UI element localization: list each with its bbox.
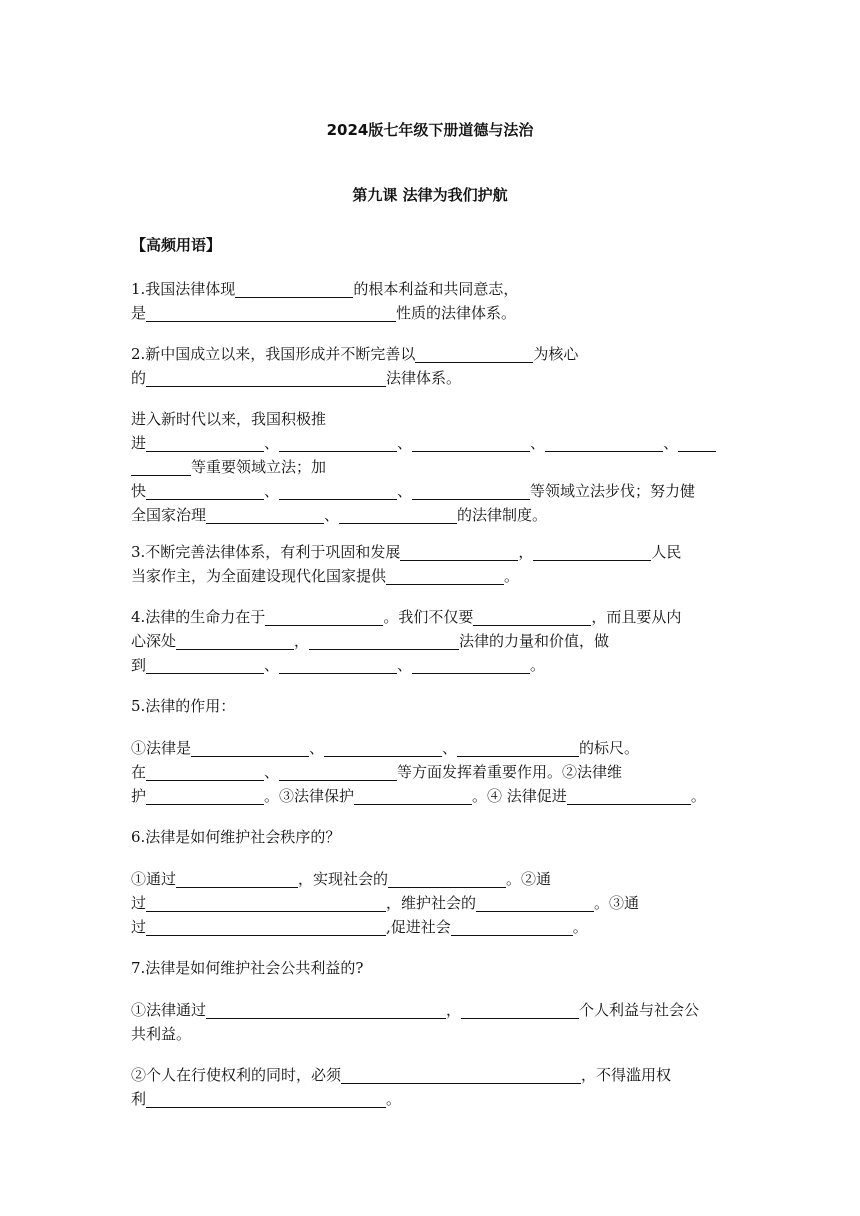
blank-field[interactable] [400,543,518,561]
social-order-answer: ①通过 ，实现社会的 。②通 过 ，维护社会的 。③通 过 ,促进社会 。 [131,870,640,936]
item-5: 5.法律的作用： [131,697,236,715]
blank-field[interactable] [191,739,309,757]
blank-field[interactable] [412,656,530,674]
blank-field[interactable] [457,739,579,757]
blank-field[interactable] [279,763,397,781]
blank-field[interactable] [324,739,442,757]
blank-field[interactable] [146,304,396,322]
blank-field[interactable] [461,1001,579,1019]
blank-field[interactable] [279,656,397,674]
blank-field[interactable] [146,918,386,936]
blank-field[interactable] [451,918,573,936]
blank-field[interactable] [176,870,298,888]
item-3: 3.不断完善法律体系，有利于巩固和发展 ， 人民 当家作主，为全面建设现代化国家提供 。 [131,543,682,585]
blank-field[interactable] [131,458,191,476]
blank-field[interactable] [265,608,383,626]
lesson-title: 第九课 法律为我们护航 [352,186,508,204]
blank-field[interactable] [309,632,459,650]
item-1: 1.我国法律体现 的根本利益和共同意志， 是 性质的法律体系。 [131,280,519,322]
blank-field[interactable] [279,482,397,500]
blank-field[interactable] [279,434,397,452]
blank-field[interactable] [545,434,663,452]
blank-field[interactable] [146,656,264,674]
item-4: 4.法律的生命力在于 。我们不仅要 ，而且要从内 心深处 ， 法律的力量和价值，做 到 、 、 。 [131,608,682,674]
public-interest-answer-1: ①法律通过 ， 个人利益与社会公 共利益。 [131,1001,700,1043]
blank-field[interactable] [567,787,691,805]
blank-field[interactable] [176,632,294,650]
blank-field[interactable] [146,482,264,500]
item-7: 7.法律是如何维护社会公共利益的? [131,959,364,977]
blank-field[interactable] [339,506,457,524]
blank-field[interactable] [146,369,386,387]
blank-field[interactable] [235,280,353,298]
blank-field[interactable] [146,1090,386,1108]
blank-field[interactable] [388,870,506,888]
law-functions: ①法律是 、 、 的标尺。 在 、 等方面发挥着重要作用。②法律维 护 。③法律保护 。④ 法律促进 。 [131,739,706,805]
blank-field[interactable] [473,608,591,626]
blank-field[interactable] [146,434,264,452]
blank-field[interactable] [386,567,504,585]
blank-field[interactable] [678,434,716,452]
blank-field[interactable] [146,763,264,781]
blank-field[interactable] [476,894,594,912]
blank-field[interactable] [206,506,324,524]
blank-field[interactable] [146,894,386,912]
section-heading: 【高频用语】 [131,236,222,254]
blank-field[interactable] [415,345,533,363]
new-era-paragraph: 进入新时代以来，我国积极推 进 、 、 、 、 等重要领域立法；加 快 、 、 等领域立法步伐；努力健 全国家治理 、 的法律制度。 [131,407,731,527]
blank-field[interactable] [354,787,472,805]
blank-field[interactable] [412,434,530,452]
blank-field[interactable] [412,482,530,500]
blank-field[interactable] [533,543,651,561]
blank-field[interactable] [146,787,264,805]
blank-field[interactable] [341,1066,581,1084]
document-title: 2024版七年级下册道德与法治 [326,121,534,139]
item-2: 2.新中国成立以来，我国形成并不断完善以 为核心 的 法律体系。 [131,345,579,387]
item-6: 6.法律是如何维护社会秩序的？ [131,828,341,846]
public-interest-answer-2: ②个人在行使权利的同时，必须 ，不得滥用权 利 。 [131,1066,672,1108]
blank-field[interactable] [206,1001,446,1019]
